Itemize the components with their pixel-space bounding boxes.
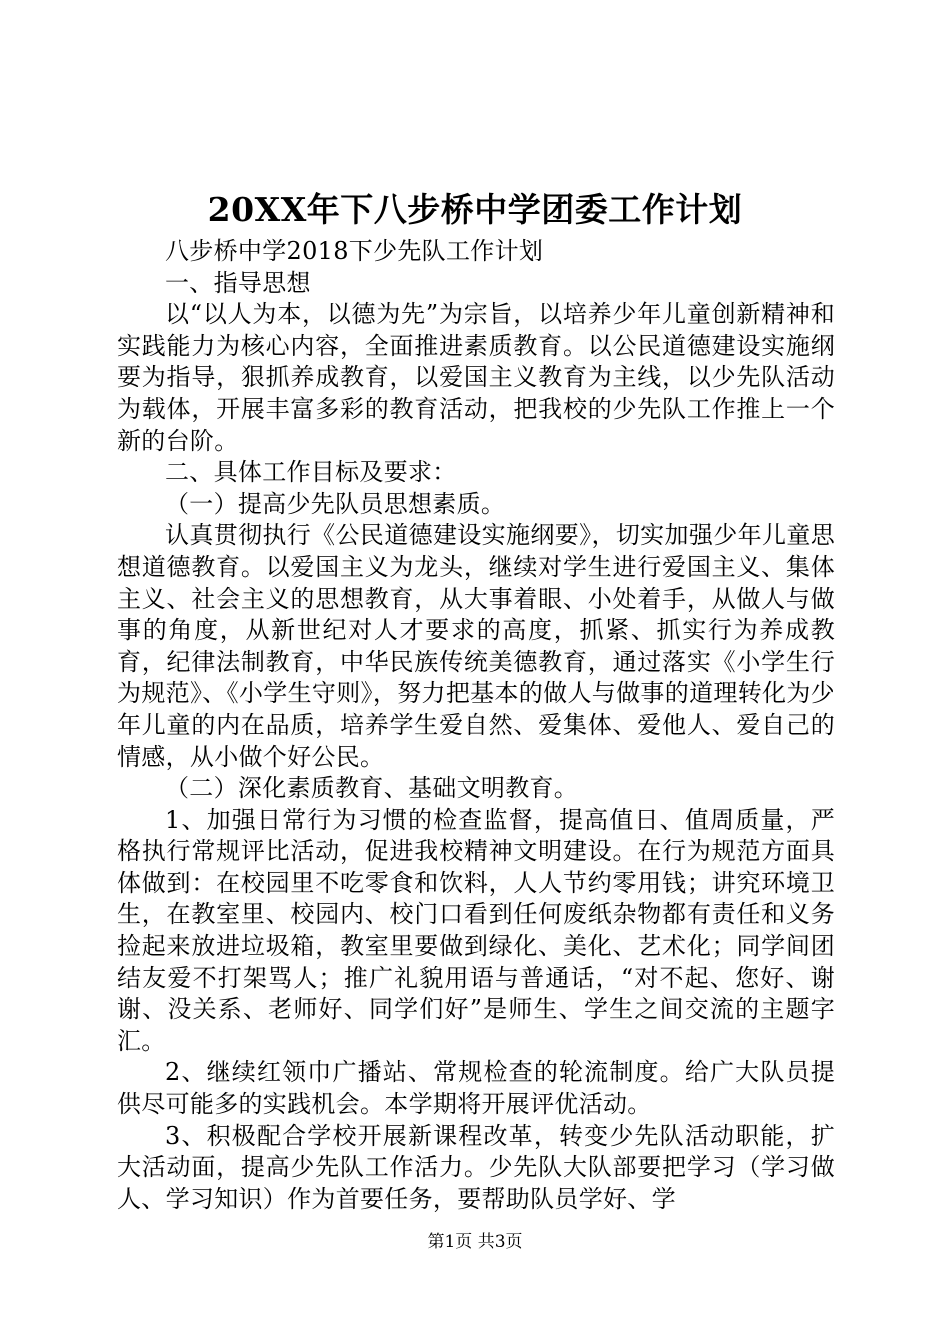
paragraph-subheading-1: （一）提高少先队员思想素质。 xyxy=(165,489,506,518)
paragraph-heading-guiding-thought: 一、指导思想 xyxy=(165,268,311,297)
paragraph-goal-1: 认真贯彻执行《公民道德建设实施纲要》，切实加强少年儿童思想道德教育。以爱国主义为龙头，继续对学生进行爱国主义、集体主义、社会主义的思想教育，从大事着眼、小处着手，从做人与做事的角度，从新世纪对人才要求的高度，抓紧、抓实行为养成教育，纪律法制教育，中华民族传统美德教育，通过落实《小学生行为规范》、《小学生守则》，努力把基本的做人与做事的道理转化为少年儿童的内在品质，培养学生爱自然、爱集体、爱他人、爱自己的情感，从小做个好公民。 xyxy=(117,521,835,771)
paragraph-item-1: 1、加强日常行为习惯的检查监督，提高值日、值周质量，严格执行常规评比活动，促进我校精神文明建设。在行为规范方面具体做到：在校园里不吃零食和饮料，人人节约零用钱；讲究环境卫生，在教室里、校园内、校门口看到任何废纸杂物都有责任和义务捡起来放进垃圾箱，教室里要做到绿化、美化、艺术化；同学间团结友爱不打架骂人；推广礼貌用语与普通话，“对不起、您好、谢谢、没关系、老师好、同学们好”是师生、学生之间交流的主题字汇。 xyxy=(117,805,835,1055)
paragraph-heading-goals: 二、具体工作目标及要求： xyxy=(165,458,457,487)
document-title: 20XX年下八步桥中学团委工作计划 xyxy=(207,190,743,229)
paragraph-item-2: 2、继续红领巾广播站、常规检查的轮流制度。给广大队员提供尽可能多的实践机会。本学期将开展评优活动。 xyxy=(117,1058,835,1119)
paragraph-subtitle: 八步桥中学2018下少先队工作计划 xyxy=(165,237,544,265)
paragraph-subheading-2: （二）深化素质教育、基础文明教育。 xyxy=(165,774,579,803)
document-body xyxy=(117,236,835,1215)
paragraph-guiding-thought: 以“以人为本，以德为先”为宗旨，以培养少年儿童创新精神和实践能力为核心内容，全面推进素质教育。以公民道德建设实施纲要为指导，狠抓养成教育，以爱国主义教育为主线，以少先队活动为载体，开展丰富多彩的教育活动，把我校的少先队工作推上一个新的台阶。 xyxy=(117,300,835,455)
page-footer: 第1页 共3页 xyxy=(427,1232,523,1252)
paragraph-item-3: 3、积极配合学校开展新课程改革，转变少先队活动职能，扩大活动面，提高少先队工作活力。少先队大队部要把学习（学习做人、学习知识）作为首要任务，要帮助队员学好、学 xyxy=(117,1121,835,1213)
